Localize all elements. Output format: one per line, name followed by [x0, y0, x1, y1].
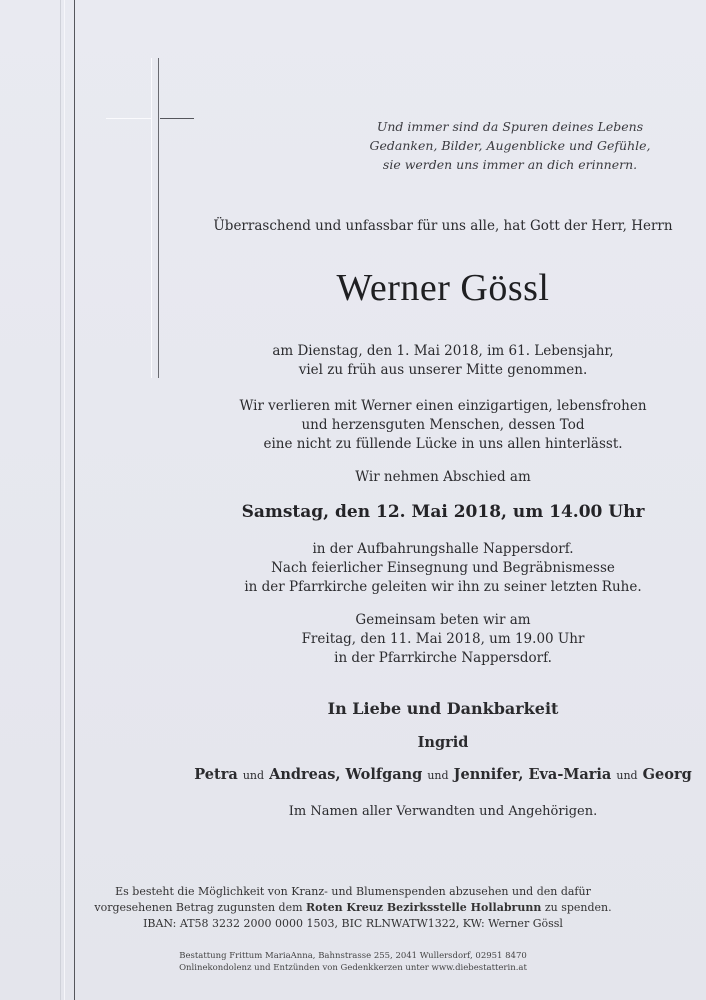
- intro-text: Überraschend und unfassbar für uns alle, hat Gott der Herr, Herrn: [213, 218, 673, 234]
- family-names: [180, 766, 706, 783]
- family-name: Petra: [194, 766, 238, 783]
- text-line: am Dienstag, den 1. Mai 2018, im 61. Lebensjahr,: [272, 343, 614, 359]
- memorial-quote: [350, 117, 670, 174]
- spouse-name: Ingrid: [417, 734, 469, 751]
- quote-line: Gedanken, Bilder, Augenblicke und Gefühle,: [369, 138, 651, 153]
- donation-notice: [0, 884, 706, 932]
- text-line: Nach feierlicher Einsegnung und Begräbnismesse: [271, 560, 615, 576]
- text-line: eine nicht zu füllende Lücke in uns allen hinterlässt.: [263, 436, 623, 452]
- border-line: [60, 0, 61, 1000]
- text-line: in der Aufbahrungshalle Nappersdorf.: [312, 541, 574, 557]
- death-notice: [180, 342, 706, 380]
- conjunction: und: [242, 769, 265, 782]
- bank-details: IBAN: AT58 3232 2000 0000 1503, BIC RLNWATW1322, KW: Werner Gössl: [143, 917, 563, 930]
- text-line: Bestattung Frittum MariaAnna, Bahnstrasse 255, 2041 Wullersdorf, 02951 8470: [179, 951, 527, 961]
- relatives-line: Im Namen aller Verwandten und Angehörigen.: [288, 804, 598, 819]
- border-line: [64, 0, 65, 1000]
- prayer-notice: [180, 611, 706, 668]
- text-line: viel zu früh aus unserer Mitte genommen.: [298, 362, 588, 378]
- border-line: [74, 0, 75, 1000]
- conjunction: und: [616, 769, 638, 782]
- text-line: in der Pfarrkirche Nappersdorf.: [334, 650, 552, 666]
- quote-line: Und immer sind da Spuren deines Lebens: [376, 119, 644, 134]
- text-line: vorgesehenen Betrag zugunsten dem Roten Kreuz Bezirksstelle Hollabrunn zu spenden.: [94, 901, 612, 914]
- undertaker-info: [0, 950, 706, 974]
- funeral-date: Samstag, den 12. Mai 2018, um 14.00 Uhr: [241, 502, 645, 522]
- farewell-intro: Wir nehmen Abschied am: [355, 469, 531, 485]
- text-line: in der Pfarrkirche geleiten wir ihn zu seiner letzten Ruhe.: [244, 579, 642, 595]
- family-name: Jennifer, Eva-Maria: [453, 766, 612, 783]
- text-line: Gemeinsam beten wir am: [355, 612, 531, 628]
- quote-line: sie werden uns immer an dich erinnern.: [382, 157, 638, 172]
- text-line: Onlinekondolenz und Entzünden von Gedenkkerzen unter www.diebestatterin.at: [179, 963, 527, 973]
- deceased-name: Werner Gössl: [336, 267, 550, 309]
- closing-phrase: In Liebe und Dankbarkeit: [327, 699, 559, 718]
- family-name: Andreas, Wolfgang: [269, 766, 423, 783]
- text-line: Wir verlieren mit Werner einen einzigartigen, lebensfrohen: [239, 398, 647, 414]
- loss-paragraph: [180, 397, 706, 454]
- text-line: Freitag, den 11. Mai 2018, um 19.00 Uhr: [301, 631, 585, 647]
- funeral-location: [180, 540, 706, 597]
- conjunction: und: [427, 769, 449, 782]
- text-line: Es besteht die Möglichkeit von Kranz- und Blumenspenden abzusehen und den dafür: [115, 885, 591, 898]
- text-line: und herzensguten Menschen, dessen Tod: [301, 417, 585, 433]
- family-name: Georg: [642, 766, 692, 783]
- charity-name: Roten Kreuz Bezirksstelle Hollabrunn: [306, 901, 542, 914]
